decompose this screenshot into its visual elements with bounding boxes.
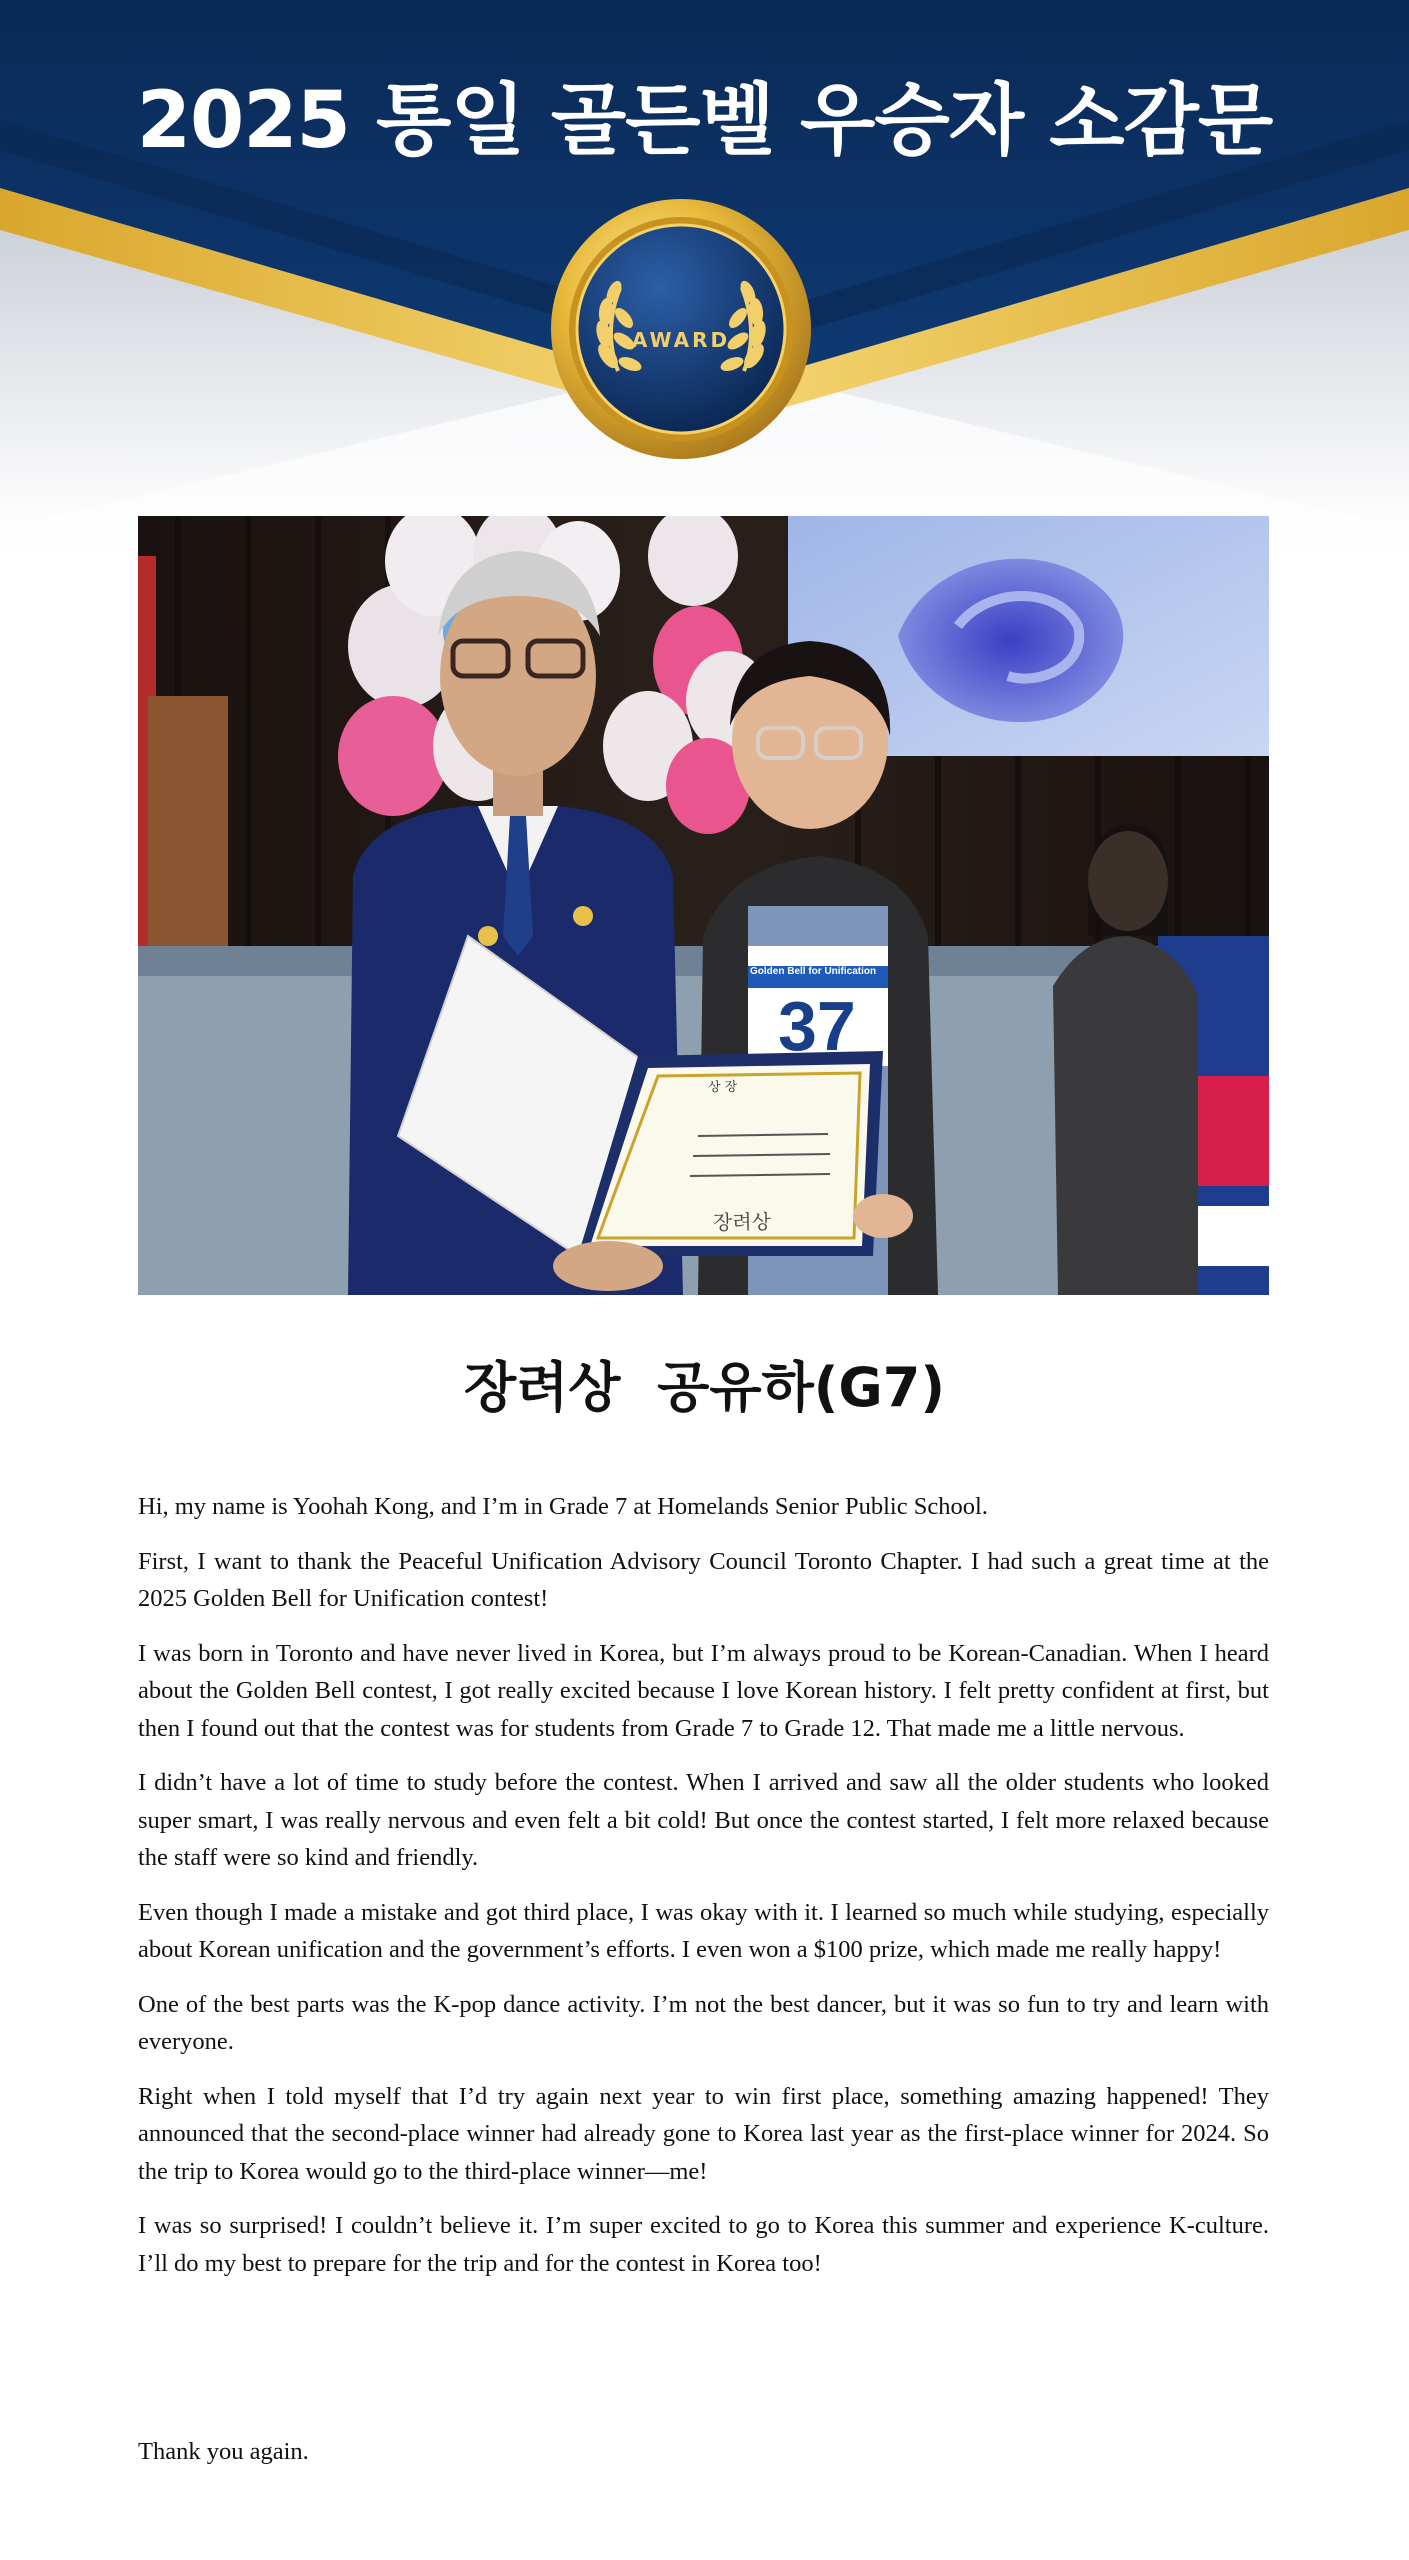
letter-closing: Thank you again. [138, 2438, 309, 2465]
letter-paragraph: I didn’t have a lot of time to study before the contest. When I arrived and saw all the older students who looked super smart, I was really nervous and even felt a bit cold! But once the contest started, I felt more relaxed because the staff were so kind and friendly. [138, 1769, 1269, 1871]
letter-body [138, 1488, 1269, 2299]
bib-number: 37 [778, 987, 856, 1065]
page-title: 2025 통일 골든벨 우승자 소감문 [136, 76, 1273, 166]
letter-paragraph: First, I want to thank the Peaceful Unification Advisory Council Toronto Chapter. I had such a great time at the 2025 Golden Bell for Unification contest! [138, 1547, 1269, 1612]
letter-paragraph: One of the best parts was the K-pop dance activity. I’m not the best dancer, but it was so fun to try and learn with everyone. [138, 1990, 1269, 2055]
letter-paragraph: Right when I told myself that I’d try again next year to win first place, something amazing happened! They announced that the second-place winner had already gone to Korea last year as the first-place winner for 2024. So the trip to Korea would go to the third-place winner—me! [138, 2082, 1269, 2185]
award-badge [548, 196, 814, 462]
letter-paragraph: Hi, my name is Yoohah Kong, and I’m in Grade 7 at Homelands Senior Public School. [138, 1493, 988, 1520]
award-ceremony-photo [138, 516, 1269, 1295]
letter-paragraph: I was so surprised! I couldn’t believe it. I’m super excited to go to Korea this summer and experience K-culture. I’ll do my best to prepare for the trip and for the contest in Korea too! [138, 2212, 1269, 2277]
award-title: 장려상 공유하(G7) [463, 1356, 946, 1419]
certificate-heading: 상 장 [707, 1079, 738, 1096]
letter-paragraph: I was born in Toronto and have never lived in Korea, but I’m always proud to be Korean-Canadian. When I heard about the Golden Bell contest, I got really excited because I love Korean history. I felt pretty confident at first, but then I found out that the contest was for students from Grade 7 to Grade 12. That made me a little nervous. [138, 1639, 1269, 1742]
header-banner [0, 0, 1409, 560]
letter-paragraph: Even though I made a mistake and got third place, I was okay with it. I learned so much while studying, especially about Korean unification and the government’s efforts. I even won a $100 prize, which made me really happy! [138, 1898, 1269, 1963]
certificate-label: 장려상 [712, 1209, 772, 1235]
bib-title: Golden Bell for Unification [750, 966, 877, 977]
badge-label: AWARD [631, 328, 731, 352]
photo-illustration [138, 516, 1269, 1295]
